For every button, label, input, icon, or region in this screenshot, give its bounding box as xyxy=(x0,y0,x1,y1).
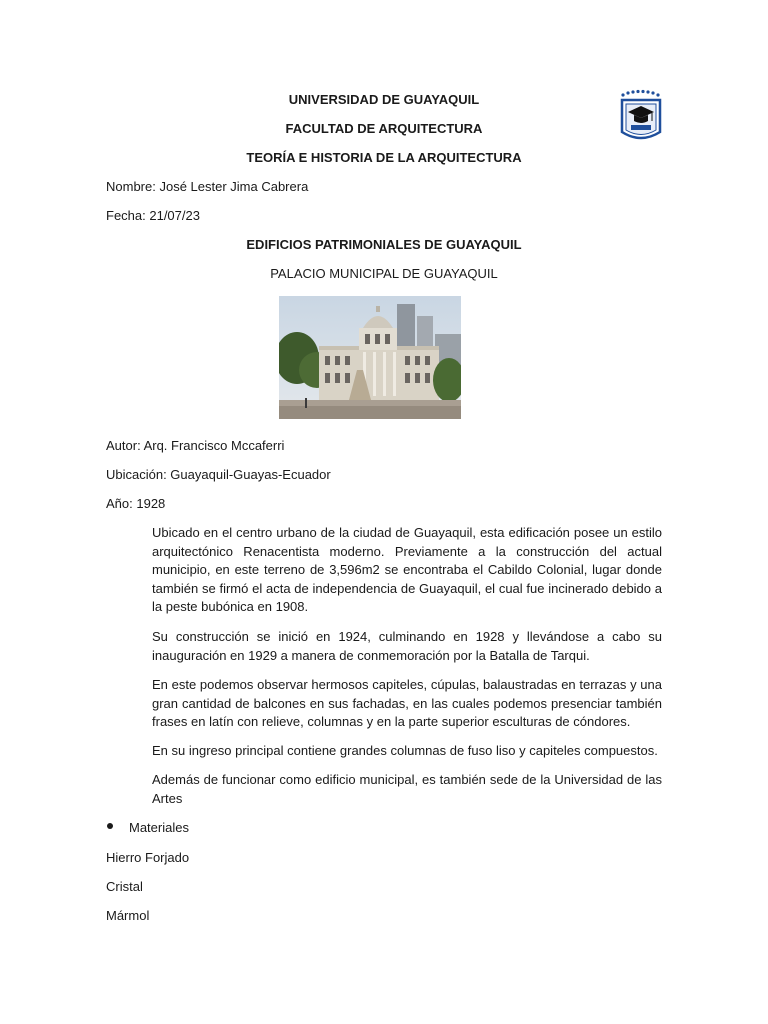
paragraph-features: En este podemos observar hermosos capiteles, cúpulas, balaustradas en terrazas y una gran cantidad de balcones en sus fachadas, en las cuales podemos presenciar también frases en latín con relieve, columnas y en la parte superior esculturas de cóndores. xyxy=(152,677,662,729)
document-date: Fecha: 21/07/23 xyxy=(106,208,200,223)
paragraph-history: Ubicado en el centro urbano de la ciudad de Guayaquil, esta edificación posee un estilo arquitectónico Renacentista moderno. Previamente a la construcción del actual municipio, en este terreno de 3,596m2 se encontraba el Cabildo Colonial, lugar donde también se firmó el acta de independencia de Guayaquil, el cual fue incinerado debido a la peste bubónica en 1908. xyxy=(152,525,662,614)
materials-heading: Materiales xyxy=(129,820,189,835)
bullet-icon xyxy=(107,823,113,829)
year-line: Año: 1928 xyxy=(106,496,166,511)
material-item: Mármol xyxy=(106,908,150,923)
material-item: Hierro Forjado xyxy=(106,850,190,865)
palacio-municipal-photo xyxy=(279,296,461,419)
document-subtitle: PALACIO MUNICIPAL DE GUAYAQUIL xyxy=(270,266,498,281)
document-title: EDIFICIOS PATRIMONIALES DE GUAYAQUIL xyxy=(246,237,522,252)
author-line: Autor: Arq. Francisco Mccaferri xyxy=(106,438,285,453)
course-name: TEORÍA E HISTORIA DE LA ARQUITECTURA xyxy=(246,150,522,165)
paragraph-university: Además de funcionar como edificio municipal, es también sede de la Universidad de las Artes xyxy=(152,772,662,806)
student-name: Nombre: José Lester Jima Cabrera xyxy=(106,179,309,194)
university-name: UNIVERSIDAD DE GUAYAQUIL xyxy=(288,92,480,107)
location-line: Ubicación: Guayaquil-Guayas-Ecuador xyxy=(106,467,331,482)
paragraph-construction: Su construcción se inició en 1924, culminando en 1928 y llevándose a cabo su inauguración en 1929 a manera de conmemoración por la Batalla de Tarqui. xyxy=(152,629,662,663)
faculty-name: FACULTAD DE ARQUITECTURA xyxy=(285,121,483,136)
paragraph-entrance: En su ingreso principal contiene grandes columnas de fuso liso y capiteles compuestos. xyxy=(152,743,658,758)
material-item: Cristal xyxy=(106,879,143,894)
